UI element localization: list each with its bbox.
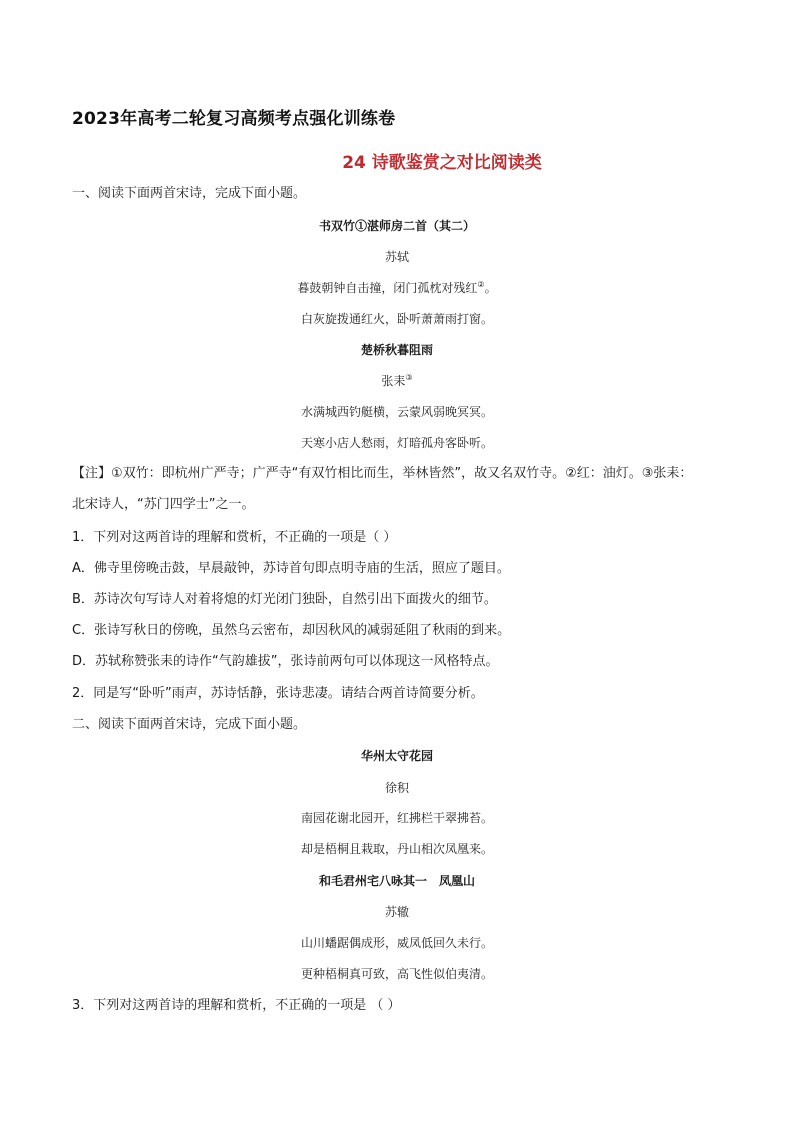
poem4-line1: 山川蟠踞偶成形，威凤低回久未行。 <box>300 936 493 950</box>
question-1-option-c: C．张诗写秋日的傍晚，虽然乌云密布，却因秋风的减弱延阻了秋雨的到来。 <box>72 623 511 638</box>
question-1-option-d: D．苏轼称赞张耒的诗作“气韵雄拔”，张诗前两句可以体现这一风格特点。 <box>72 654 499 669</box>
poem1-author: 苏轼 <box>384 250 409 264</box>
poem1-line1-end: 。 <box>484 281 497 295</box>
poem3-line2: 却是梧桐且栽取，丹山相次凤凰来。 <box>300 842 493 856</box>
question-1-option-b: B．苏诗次句写诗人对着将熄的灯光闭门独卧，自然引出下面拨火的细节。 <box>72 592 497 607</box>
poem2-author <box>0 373 794 389</box>
poem3-line1: 南园花谢北园开，红拂栏干翠拂苔。 <box>300 811 493 825</box>
poem2-author-text: 张耒 <box>381 374 406 388</box>
poem1-line1-text: 暮鼓朝钟自击撞，闭门孤枕对残红 <box>297 281 478 295</box>
poem2-title: 楚桥秋暮阻雨 <box>360 343 433 357</box>
section-subtitle: 24 诗歌鉴赏之对比阅读类 <box>342 153 542 173</box>
notes-line2: 北宋诗人，“苏门四学士”之一。 <box>72 497 255 512</box>
document-title: 2023年高考二轮复习高频考点强化训练卷 <box>72 109 396 129</box>
poem1-line2: 白灰旋拨通红火，卧听萧萧雨打窗。 <box>300 312 493 326</box>
poem2-line2: 天寒小店人愁雨，灯暗孤舟客卧听。 <box>300 436 493 450</box>
section1-heading: 一、阅读下面两首宋诗，完成下面小题。 <box>72 186 307 201</box>
poem4-title: 和毛君州宅八咏其一 凤凰山 <box>318 874 475 888</box>
notes-line1: 【注】①双竹：即杭州广严寺；广严寺“有双竹相比而生，举林皆然”，故又名双竹寺。②红：油灯。③张耒： <box>72 466 693 481</box>
poem1-line1-note-mark: ② <box>477 280 485 289</box>
question-3: 3．下列对这两首诗的理解和赏析，不正确的一项是 （ ） <box>72 998 401 1013</box>
poem4-author: 苏辙 <box>384 905 409 919</box>
poem1-line1 <box>0 280 794 296</box>
poem3-author: 徐积 <box>384 781 409 795</box>
section2-heading: 二、阅读下面两首宋诗，完成下面小题。 <box>72 717 307 732</box>
poem2-author-note-mark: ③ <box>405 373 413 382</box>
question-1: 1．下列对这两首诗的理解和赏析，不正确的一项是（ ） <box>72 530 397 545</box>
question-1-option-a: A．佛寺里傍晚击鼓，早晨敲钟，苏诗首句即点明寺庙的生活，照应了题目。 <box>72 561 510 576</box>
poem3-title: 华州太守花园 <box>360 749 433 763</box>
poem4-line2: 更种梧桐真可致，高飞性似伯夷清。 <box>300 967 493 981</box>
poem1-title: 书双竹①湛师房二首（其二） <box>318 219 475 233</box>
poem2-line1: 水满城西钓艇横，云蒙风弱晚冥冥。 <box>300 405 493 419</box>
question-2: 2．同是写“卧听”雨声，苏诗恬静，张诗悲凄。请结合两首诗简要分析。 <box>72 686 484 701</box>
